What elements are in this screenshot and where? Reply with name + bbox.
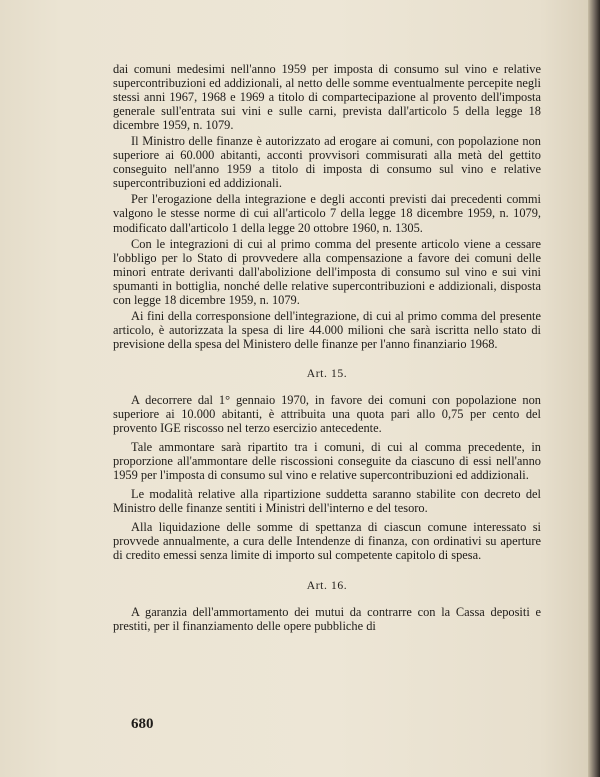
paragraph-continued: dai comuni medesimi nell'anno 1959 per imposta di consumo sul vino e relative supercontribuzioni ed addizionali, al netto delle somme eventualmente percepite negli stessi anni 1967, 1968 e 1969 a titolo di compartecipazione al provento dell'imposta generale sull'entrata sui vini e sulle carni, prevista dall'articolo 5 della legge 18 dicembre 1959, n. 1079. [113, 62, 541, 133]
paragraph: Per l'erogazione della integrazione e degli acconti previsti dai precedenti commi valgono le stesse norme di cui all'articolo 7 della legge 18 dicembre 1959, n. 1079, modificato dall'articolo 1 della legge 20 ottobre 1960, n. 1305. [113, 192, 541, 235]
page-edge-shadow [588, 0, 600, 777]
paragraph: A decorrere dal 1° gennaio 1970, in favore dei comuni con popolazione non superiore ai 10.000 abitanti, è attribuita una quota pari allo 0,75 per cento del provento IGE riscosso nel terzo esercizio antecedente. [113, 392, 541, 436]
article-15-heading: Art. 15. [306, 366, 348, 380]
paragraph: A garanzia dell'ammortamento dei mutui da contrarre con la Cassa depositi e prestiti, per il finanziamento delle opere pubbliche di [113, 604, 541, 633]
page-number: 680 [131, 716, 154, 732]
body-text [113, 62, 541, 633]
paragraph: Il Ministro delle finanze è autorizzato ad erogare ai comuni, con popolazione non superiore ai 60.000 abitanti, acconti provvisori commisurati alla metà del gettito conseguito nell'anno 1959 a titolo di imposta di consumo sul vino e relative supercontribuzioni ed addizionali. [113, 134, 541, 191]
paragraph: Alla liquidazione delle somme di spettanza di ciascun comune interessato si provvede annualmente, a cura delle Intendenze di finanza, con ordinativi su aperture di credito emessi senza limite di importo sul competente capitolo di spesa. [113, 520, 541, 563]
article-16-heading: Art. 16. [306, 578, 348, 592]
paragraph: Tale ammontare sarà ripartito tra i comuni, di cui al comma precedente, in proporzione all'ammontare delle riscossioni conseguite da ciascuno di essi nell'anno 1959 per l'imposta di consumo sul vino e relative supercontribuzioni ed addizionali. [113, 440, 541, 483]
paragraph: Con le integrazioni di cui al primo comma del presente articolo viene a cessare l'obbligo per lo Stato di provvedere alla compensazione a favore dei comuni delle minori entrate derivanti dall'abolizione dell'imposta di consumo sul vino e sui vini spumanti in bottiglia, nonché delle relative supercontribuzioni e addizionali, disposta con legge 18 dicembre 1959, n. 1079. [113, 236, 541, 307]
paragraph: Le modalità relative alla ripartizione suddetta saranno stabilite con decreto del Ministro delle finanze sentiti i Ministri dell'interno e del tesoro. [113, 487, 541, 516]
paragraph: Ai fini della corresponsione dell'integrazione, di cui al primo comma del presente articolo, è autorizzata la spesa di lire 44.000 milioni che sarà iscritta nello stato di previsione della spesa del Ministero delle finanze per l'anno finanziario 1968. [113, 308, 541, 351]
